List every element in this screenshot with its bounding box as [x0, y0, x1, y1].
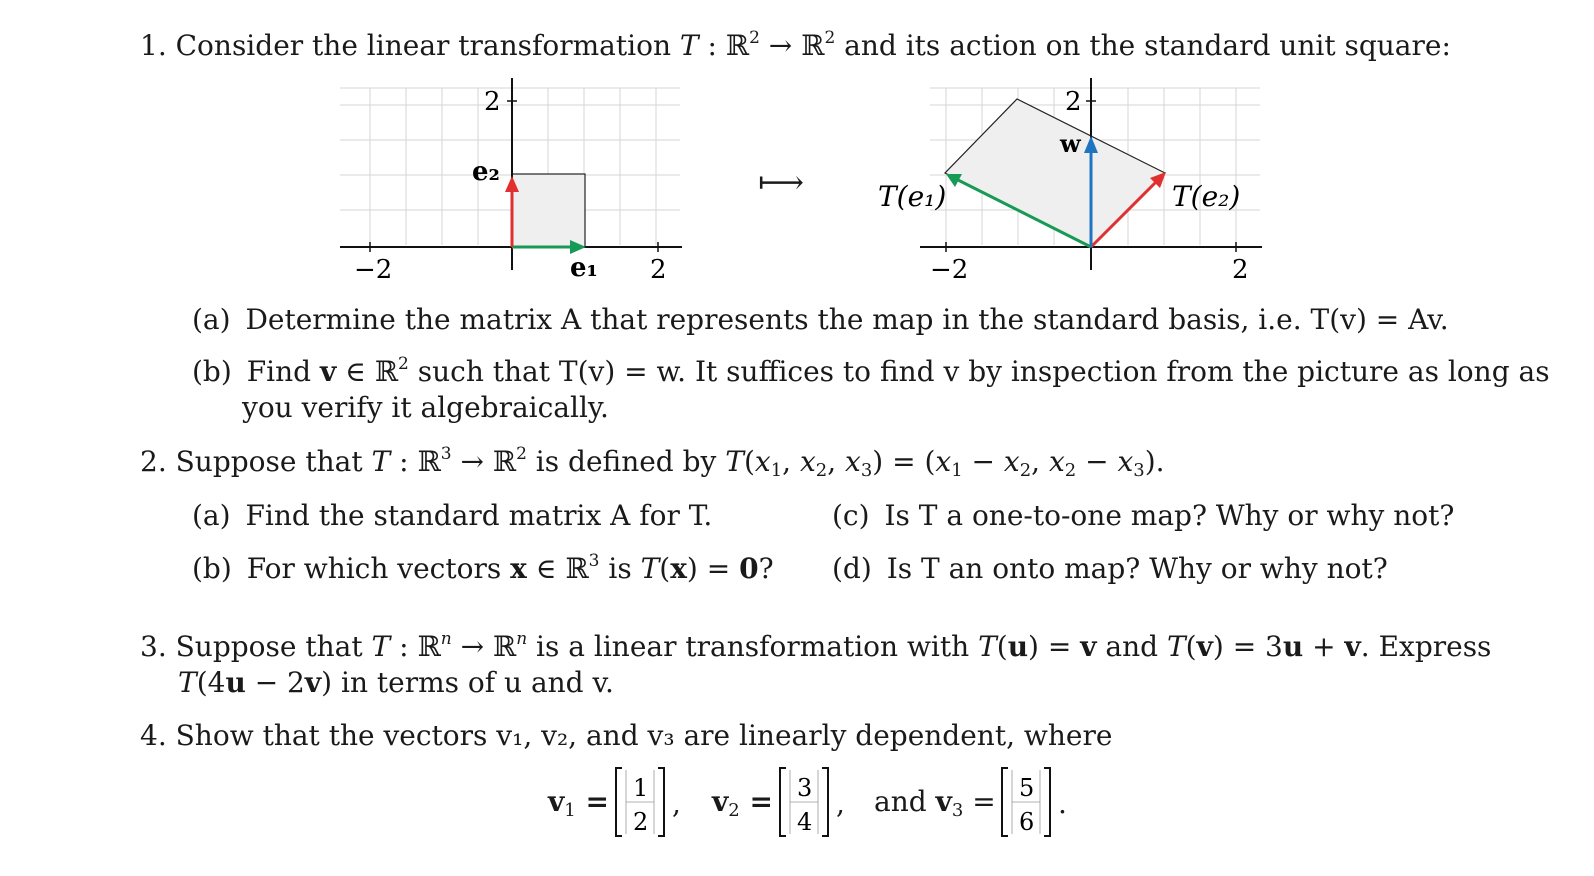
v3-entry-2: 6	[1019, 808, 1035, 836]
part-label: (b)	[192, 552, 232, 585]
problem-1-part-b: (b) Find v ∈ ℝ$^2$ such that T(v) = w. It suffices to find v by inspection from the picture as long as	[192, 354, 1550, 388]
problem-number: 2.	[140, 445, 167, 478]
period: .	[1058, 787, 1067, 820]
image-parallelogram	[945, 99, 1165, 247]
comma: ,	[672, 787, 681, 820]
problem-2-part-a	[192, 499, 713, 532]
v1-label: $v_1$ =	[548, 785, 609, 821]
label-e1: e₁	[570, 253, 598, 283]
problem-1-part-b-line2: you verify it algebraically.	[242, 391, 609, 424]
problem-3-tail: in terms of u and v.	[340, 666, 614, 699]
tick-label-neg: −2	[930, 255, 969, 285]
tick-label-pos: 2	[1232, 255, 1249, 285]
tick-label-y: 2	[1065, 87, 1082, 117]
comma: ,	[836, 787, 845, 820]
part-label: (a)	[192, 303, 231, 336]
problem-2-part-c	[832, 499, 1455, 532]
unit-square	[512, 174, 585, 247]
v2-entry-2: 4	[797, 808, 813, 836]
problem-1-statement-tail: and its action on the standard unit square:	[844, 29, 1451, 62]
problem-2-part-d	[832, 552, 1388, 585]
problem-number: 4.	[140, 719, 167, 752]
part-text: Is T an onto map? Why or why not?	[886, 552, 1388, 585]
grid	[340, 88, 680, 245]
problem-1: 1. Consider the linear transformation T : ℝ$^2$ → ℝ$^2$ and its action on the standard unit square:	[140, 28, 1451, 62]
part-label: (d)	[832, 552, 872, 585]
figure-transformed-square	[860, 70, 1270, 285]
part-text: Determine the matrix A that represents the map in the standard basis, i.e. T(v) = Av.	[245, 303, 1449, 336]
and-word: and	[874, 785, 927, 818]
label-w: w	[1060, 129, 1081, 158]
tick-label-pos: 2	[650, 255, 667, 285]
part-label: (b)	[192, 355, 232, 388]
part-label: (a)	[192, 499, 231, 532]
v1-bracket	[614, 766, 666, 838]
v2-bracket	[778, 766, 830, 838]
problem-1-part-a	[192, 303, 1449, 336]
problem-1-statement: Consider the linear transformation	[175, 29, 680, 62]
problem-3: 3. Suppose that T : ℝ$^n$ → ℝ$^n$ is a linear transformation with T(u) = v and T(v) = 3u + v. Express	[140, 629, 1492, 663]
problem-3-line2: T(4u − 2v) in terms of u and v.	[178, 666, 614, 699]
label-Te1: T(e₁)	[878, 180, 947, 213]
part-text: such that T(v) = w. It suffices to find v by inspection from the picture as long as	[417, 355, 1550, 388]
v1-entry-1: 1	[633, 774, 649, 802]
tick-label-y: 2	[484, 87, 501, 117]
problem-number: 3.	[140, 630, 167, 663]
maps-to-arrow: ⟼	[758, 163, 804, 201]
part-text: Find the standard matrix A for T.	[245, 499, 713, 532]
problem-number: 1.	[140, 29, 167, 62]
v2-entry-1: 3	[797, 774, 813, 802]
v3-bracket	[1000, 766, 1052, 838]
problem-4-text: Show that the vectors v₁, v₂, and v₃ are linearly dependent, where	[175, 719, 1113, 752]
problem-2-part-b: (b) For which vectors x ∈ ℝ$^3$ is T(x) = 0?	[192, 551, 774, 585]
v1-entry-2: 2	[633, 808, 649, 836]
part-text: Is T a one-to-one map? Why or why not?	[884, 499, 1455, 532]
part-label: (c)	[832, 499, 870, 532]
v2-label: $v_2$ =	[712, 785, 773, 821]
label-e2: e₂	[472, 157, 500, 187]
label-Te2: T(e₂)	[1172, 180, 1241, 213]
v3-entry-1: 5	[1019, 774, 1035, 802]
figure-unit-square	[330, 70, 690, 285]
tick-label-neg: −2	[354, 255, 393, 285]
problem-4	[140, 719, 1113, 752]
v3-label: and $v_3$ =	[874, 785, 996, 821]
problem-2: 2. Suppose that T : ℝ$^3$ → ℝ$^2$ is defined by $T(x_1$, $x_2$, $x_3) = (x_1 - x_2$, $x_2 - x_3$).	[140, 444, 1165, 481]
